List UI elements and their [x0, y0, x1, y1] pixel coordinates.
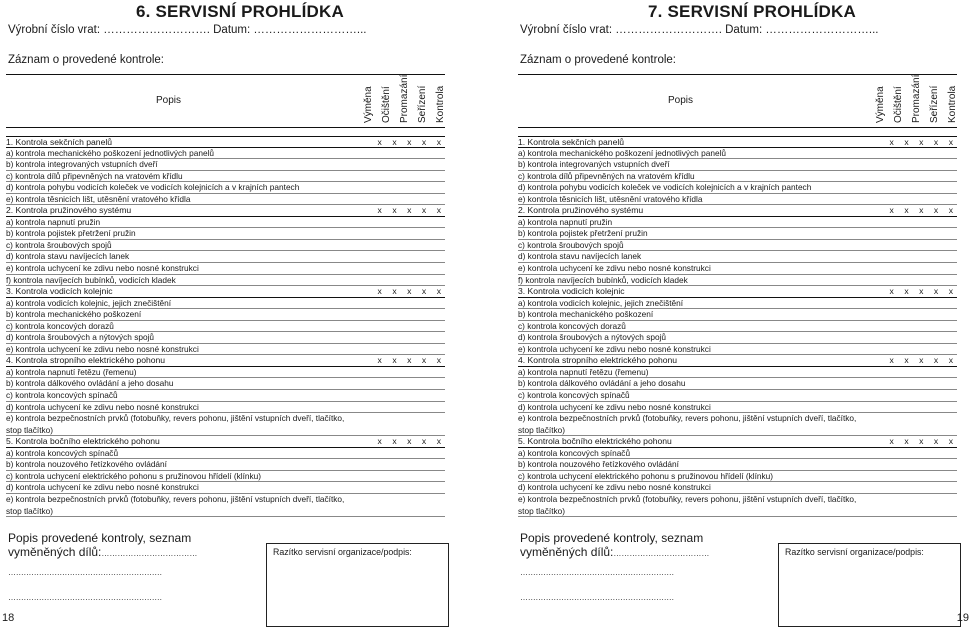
stamp-signature-box	[778, 543, 961, 627]
item-text: a) kontrola koncových spínačů	[6, 447, 119, 458]
dotted-line: ……………………………………………………	[8, 568, 163, 577]
check-mark: x	[933, 137, 939, 147]
item-row	[6, 413, 445, 436]
check-mark: x	[889, 286, 894, 297]
item-text: d) kontrola uchycení ke zdivu nebo nosné konstrukci	[6, 482, 199, 493]
item-text: e) kontrola uchycení ke zdivu nebo nosné konstrukci	[518, 343, 711, 354]
check-mark: x	[948, 436, 953, 447]
check-mark: x	[392, 205, 397, 216]
item-row	[6, 194, 445, 206]
check-mark: x	[904, 286, 909, 297]
footer-popis-label: Popis provedené kontroly, seznam	[520, 531, 704, 545]
action-column-label: Promazání	[399, 74, 410, 123]
item-row	[518, 448, 957, 460]
item-text: a) kontrola napnutí pružin	[518, 216, 613, 227]
item-text: d) kontrola uchycení ke zdivu nebo nosné konstrukci	[6, 401, 199, 412]
check-mark: x	[948, 137, 953, 147]
check-mark: x	[377, 205, 382, 216]
item-text: d) kontrola pohybu vodicích koleček ve vodicích kolejnicích a v krajních pantech	[6, 182, 300, 193]
check-mark: x	[377, 137, 382, 147]
item-text: a) kontrola mechanického poškození jednotlivých panelů	[6, 147, 215, 158]
checklist-table	[6, 136, 445, 517]
item-row	[6, 148, 445, 160]
item-row	[6, 448, 445, 460]
page-title: 7. SERVISNÍ PROHLÍDKA	[648, 2, 856, 21]
check-mark: x	[933, 355, 939, 366]
item-row	[6, 482, 445, 494]
action-column-header	[416, 75, 432, 123]
section-marks	[378, 355, 441, 367]
item-row	[518, 217, 957, 229]
section-marks	[378, 205, 441, 217]
check-mark: x	[407, 355, 412, 366]
stamp-label: Razítko servisní organizace/podpis:	[785, 547, 924, 557]
action-column-header	[362, 75, 378, 123]
description-column-header: Popis	[156, 95, 182, 106]
item-text: c) kontrola koncových spínačů	[518, 390, 630, 401]
item-row	[6, 251, 445, 263]
item-text: e) kontrola bezpečnostních prvků (fotobuňky, revers pohonu, jištění vstupních dveří, tlačítko, stop tlačítko)	[6, 413, 345, 435]
replaced-parts-line	[8, 545, 197, 561]
check-mark: x	[407, 205, 412, 216]
check-mark: x	[392, 137, 397, 147]
item-row	[518, 171, 957, 183]
item-text: b) kontrola pojistek přetržení pružin	[6, 228, 136, 239]
item-text: b) kontrola mechanického poškození	[518, 309, 654, 320]
item-text: a) kontrola napnutí řetězu (řemenu)	[518, 366, 649, 377]
section-row	[6, 136, 445, 148]
footer-popis-label: Popis provedené kontroly, seznam	[8, 531, 192, 545]
section-row	[518, 205, 957, 217]
section-row	[6, 436, 445, 448]
item-row	[6, 309, 445, 321]
section-title: 3. Kontrola vodicích kolejnic	[6, 286, 113, 297]
stamp-signature-box	[266, 543, 449, 627]
section-marks	[890, 205, 953, 217]
table-header	[6, 74, 445, 128]
section-row	[6, 355, 445, 367]
section-row	[6, 286, 445, 298]
action-column-label: Výměna	[875, 86, 886, 123]
item-text: e) kontrola bezpečnostních prvků (fotobuňky, revers pohonu, jištění vstupních dveří, tlačítko, stop tlačítko)	[518, 493, 857, 516]
parts-replaced-label	[520, 531, 709, 561]
dotted-line: ……………………………………………………	[520, 593, 675, 602]
item-text: c) kontrola šroubových spojů	[6, 239, 112, 250]
section-marks	[378, 436, 441, 448]
action-column-label: Očištění	[381, 86, 392, 123]
item-text: d) kontrola stavu navíjecích lanek	[518, 251, 642, 262]
check-mark: x	[421, 355, 427, 366]
item-text: c) kontrola dílů připevněných na vratovém křídlu	[6, 170, 183, 181]
replaced-parts-label: vyměněných dílů:	[8, 545, 102, 559]
item-text: a) kontrola koncových spínačů	[518, 447, 631, 458]
serial-date-line: Výrobní číslo vrat: ………………………. Datum: ………………………...	[8, 24, 367, 36]
check-mark: x	[919, 286, 924, 297]
check-mark: x	[421, 436, 427, 447]
item-text: e) kontrola bezpečnostních prvků (fotobuňky, revers pohonu, jištění vstupních dveří, tlačítko, stop tlačítko)	[6, 493, 345, 516]
check-mark: x	[889, 355, 894, 366]
check-mark: x	[436, 137, 441, 147]
item-text: d) kontrola uchycení ke zdivu nebo nosné konstrukci	[518, 482, 711, 493]
action-column-label: Seřízení	[929, 85, 940, 123]
item-row	[518, 367, 957, 379]
check-mark: x	[436, 436, 441, 447]
action-column-label: Kontrola	[947, 85, 958, 123]
item-row	[518, 471, 957, 483]
dotted-line: ……………………………………………………	[520, 568, 675, 577]
section-title: 1. Kontrola sekčních panelů	[6, 137, 113, 147]
item-text: e) kontrola uchycení ke zdivu nebo nosné konstrukci	[518, 263, 711, 274]
item-row	[6, 378, 445, 390]
item-row	[6, 240, 445, 252]
action-column-header	[874, 75, 890, 123]
check-mark: x	[933, 436, 939, 447]
right-page	[518, 0, 969, 626]
item-text: b) kontrola dálkového ovládání a jeho dosahu	[6, 378, 174, 389]
item-row	[6, 263, 445, 275]
check-mark: x	[919, 205, 924, 216]
item-text: f) kontrola navíjecích bubínků, vodicích kladek	[518, 274, 688, 285]
check-mark: x	[889, 436, 894, 447]
dotted-line: ……………………………………………………	[8, 593, 163, 602]
check-mark: x	[377, 286, 382, 297]
section-marks	[378, 286, 441, 298]
replaced-parts-line	[520, 545, 709, 561]
item-text: d) kontrola uchycení ke zdivu nebo nosné konstrukci	[518, 401, 711, 412]
check-mark: x	[392, 355, 397, 366]
check-mark: x	[948, 286, 953, 297]
section-marks	[890, 355, 953, 367]
action-column-label: Výměna	[363, 86, 374, 123]
item-row	[518, 321, 957, 333]
item-row	[6, 402, 445, 414]
item-row	[6, 390, 445, 402]
item-text: f) kontrola navíjecích bubínků, vodicích kladek	[6, 274, 176, 285]
section-marks	[890, 286, 953, 298]
item-row	[518, 275, 957, 287]
item-text: b) kontrola integrovaných vstupních dveří	[6, 159, 158, 170]
item-row	[6, 298, 445, 310]
item-row	[518, 332, 957, 344]
section-row	[6, 205, 445, 217]
item-text: b) kontrola pojistek přetržení pružin	[518, 228, 648, 239]
item-row	[518, 413, 957, 436]
item-text: a) kontrola vodicích kolejnic, jejich znečištění	[518, 297, 684, 308]
action-column-header	[380, 75, 396, 123]
item-row	[518, 378, 957, 390]
item-text: e) kontrola uchycení ke zdivu nebo nosné konstrukci	[6, 263, 199, 274]
section-row	[518, 136, 957, 148]
page-number: 18	[2, 612, 15, 624]
check-mark: x	[407, 137, 412, 147]
check-mark: x	[407, 436, 412, 447]
check-mark: x	[919, 355, 924, 366]
check-mark: x	[436, 205, 441, 216]
inspection-record-label: Záznam o provedené kontrole:	[8, 54, 164, 66]
item-row	[6, 217, 445, 229]
action-column-label: Očištění	[893, 86, 904, 123]
action-column-header	[946, 75, 962, 123]
check-mark: x	[377, 436, 382, 447]
action-column-header	[910, 75, 926, 123]
page-number: 19	[956, 612, 969, 624]
item-text: d) kontrola pohybu vodicích koleček ve vodicích kolejnicích a v krajních pantech	[518, 182, 812, 193]
action-column-header	[928, 75, 944, 123]
check-mark: x	[421, 205, 427, 216]
action-column-label: Promazání	[911, 74, 922, 123]
check-mark: x	[933, 286, 939, 297]
item-text: c) kontrola uchycení elektrického pohonu s pružinovou hřídelí (klínku)	[518, 470, 774, 481]
item-row	[518, 459, 957, 471]
item-row	[518, 309, 957, 321]
section-title: 5. Kontrola bočního elektrického pohonu	[6, 436, 160, 447]
item-row	[518, 182, 957, 194]
action-column-header	[892, 75, 908, 123]
check-mark: x	[392, 286, 397, 297]
item-row	[6, 321, 445, 333]
item-row	[518, 159, 957, 171]
item-text: a) kontrola napnutí pružin	[6, 216, 101, 227]
item-text: a) kontrola napnutí řetězu (řemenu)	[6, 366, 137, 377]
check-mark: x	[933, 205, 939, 216]
check-mark: x	[904, 436, 909, 447]
check-mark: x	[436, 355, 441, 366]
item-text: c) kontrola koncových spínačů	[6, 390, 118, 401]
item-row	[6, 171, 445, 183]
dotted-line: ………………………………	[613, 549, 710, 558]
item-text: c) kontrola uchycení elektrického pohonu s pružinovou hřídelí (klínku)	[6, 470, 262, 481]
section-title: 3. Kontrola vodicích kolejnic	[518, 286, 625, 297]
item-row	[6, 459, 445, 471]
item-row	[518, 194, 957, 206]
check-mark: x	[904, 137, 909, 147]
section-title: 4. Kontrola stropního elektrického pohonu	[518, 355, 678, 366]
action-column-header	[398, 75, 414, 123]
inspection-record-label: Záznam o provedené kontrole:	[520, 54, 676, 66]
item-text: c) kontrola dílů připevněných na vratovém křídlu	[518, 170, 695, 181]
section-row	[518, 286, 957, 298]
item-text: b) kontrola nouzového řetízkového ovládání	[518, 459, 679, 470]
section-row	[518, 436, 957, 448]
section-title: 1. Kontrola sekčních panelů	[518, 137, 625, 147]
item-text: c) kontrola koncových dorazů	[518, 320, 626, 331]
section-marks	[890, 436, 953, 448]
section-title: 2. Kontrola pružinového systému	[518, 205, 644, 216]
item-row	[518, 402, 957, 414]
check-mark: x	[377, 355, 382, 366]
check-mark: x	[436, 286, 441, 297]
check-mark: x	[904, 355, 909, 366]
item-row	[6, 159, 445, 171]
serial-date-line: Výrobní číslo vrat: ………………………. Datum: ………………………...	[520, 24, 879, 36]
check-mark: x	[421, 286, 427, 297]
item-row	[6, 367, 445, 379]
item-text: b) kontrola integrovaných vstupních dveří	[518, 159, 670, 170]
section-title: 4. Kontrola stropního elektrického pohonu	[6, 355, 166, 366]
item-row	[518, 263, 957, 275]
item-text: b) kontrola mechanického poškození	[6, 309, 142, 320]
item-text: e) kontrola uchycení ke zdivu nebo nosné konstrukci	[6, 343, 199, 354]
item-row	[6, 275, 445, 287]
item-text: d) kontrola šroubových a nýtových spojů	[518, 332, 667, 343]
table-header	[518, 74, 957, 128]
description-column-header: Popis	[668, 95, 694, 106]
item-row	[518, 482, 957, 494]
item-row	[6, 344, 445, 356]
section-row	[518, 355, 957, 367]
item-row	[6, 182, 445, 194]
check-mark: x	[421, 137, 427, 147]
replaced-parts-label: vyměněných dílů:	[520, 545, 614, 559]
item-row	[6, 471, 445, 483]
item-text: e) kontrola bezpečnostních prvků (fotobuňky, revers pohonu, jištění vstupních dveří, tlačítko, stop tlačítko)	[518, 413, 857, 435]
item-row	[6, 332, 445, 344]
item-row	[518, 228, 957, 240]
check-mark: x	[948, 205, 953, 216]
item-text: a) kontrola vodicích kolejnic, jejich znečištění	[6, 297, 172, 308]
section-title: 5. Kontrola bočního elektrického pohonu	[518, 436, 672, 447]
item-row	[518, 251, 957, 263]
check-mark: x	[919, 137, 924, 147]
item-text: c) kontrola šroubových spojů	[518, 239, 624, 250]
check-mark: x	[889, 137, 894, 147]
item-row	[6, 494, 445, 517]
check-mark: x	[904, 205, 909, 216]
left-page	[2, 0, 451, 626]
check-mark: x	[948, 355, 953, 366]
item-row	[518, 240, 957, 252]
check-mark: x	[392, 436, 397, 447]
item-text: a) kontrola mechanického poškození jednotlivých panelů	[518, 147, 727, 158]
item-text: e) kontrola těsnicích lišt, utěsnění vratového křídla	[6, 193, 191, 204]
item-text: e) kontrola těsnicích lišt, utěsnění vratového křídla	[518, 193, 703, 204]
checklist-table	[518, 136, 957, 517]
section-title: 2. Kontrola pružinového systému	[6, 205, 132, 216]
item-text: b) kontrola nouzového řetízkového ovládání	[6, 459, 167, 470]
item-row	[6, 228, 445, 240]
item-text: c) kontrola koncových dorazů	[6, 320, 114, 331]
item-row	[518, 390, 957, 402]
page-title: 6. SERVISNÍ PROHLÍDKA	[136, 2, 344, 21]
check-mark: x	[889, 205, 894, 216]
action-column-label: Seřízení	[417, 85, 428, 123]
stamp-label: Razítko servisní organizace/podpis:	[273, 547, 412, 557]
item-text: d) kontrola stavu navíjecích lanek	[6, 251, 130, 262]
check-mark: x	[407, 286, 412, 297]
item-row	[518, 494, 957, 517]
action-column-header	[434, 75, 450, 123]
check-mark: x	[919, 436, 924, 447]
item-row	[518, 148, 957, 160]
action-column-label: Kontrola	[435, 85, 446, 123]
item-row	[518, 298, 957, 310]
item-text: d) kontrola šroubových a nýtových spojů	[6, 332, 155, 343]
parts-replaced-label	[8, 531, 197, 561]
dotted-line: ………………………………	[101, 549, 198, 558]
item-text: b) kontrola dálkového ovládání a jeho dosahu	[518, 378, 686, 389]
item-row	[518, 344, 957, 356]
